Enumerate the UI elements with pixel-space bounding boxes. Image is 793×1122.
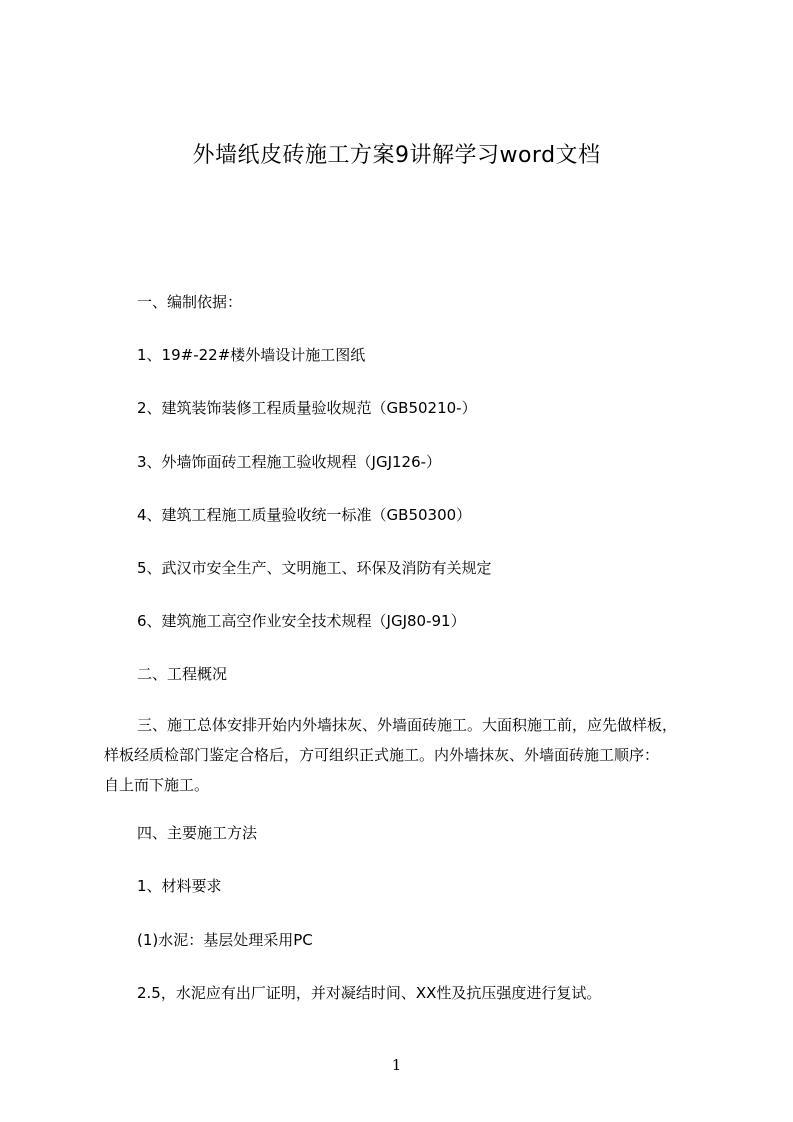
page-number: 1: [391, 1056, 402, 1074]
section-heading-methods: 四、主要施工方法: [137, 824, 258, 842]
section-heading-basis: 一、编制依据：: [137, 293, 243, 311]
basis-item: 4、建筑工程施工质量验收统一标准（GB50300）: [137, 506, 472, 524]
subsection-heading-materials: 1、材料要求: [137, 877, 222, 895]
section-three-paragraph: [104, 710, 744, 800]
paragraph-line: 样板经质检部门鉴定合格后，方可组织正式施工。内外墙抹灰、外墙面砖施工顺序：: [104, 746, 660, 764]
cement-requirement-continuation: 2.5，水泥应有出厂证明，并对凝结时间、XX性及抗压强度进行复试。: [137, 984, 602, 1002]
section-heading-overview: 二、工程概况: [137, 665, 228, 683]
basis-item: 3、外墙饰面砖工程施工验收规程（JGJ126-）: [137, 453, 442, 471]
paragraph-line: 自上而下施工。: [104, 776, 210, 794]
basis-item: 1、19#-22#楼外墙设计施工图纸: [137, 346, 366, 364]
paragraph-line: 三、施工总体安排开始内外墙抹灰、外墙面砖施工。大面积施工前，应先做样板，: [137, 716, 678, 734]
basis-item: 5、武汉市安全生产、文明施工、环保及消防有关规定: [137, 559, 492, 577]
basis-item: 2、建筑装饰装修工程质量验收规范（GB50210-）: [137, 399, 477, 417]
basis-item: 6、建筑施工高空作业安全技术规程（JGJ80-91）: [137, 612, 466, 630]
cement-requirement-line: (1)水泥：基层处理采用PC: [137, 931, 313, 949]
document-title: 外墙纸皮砖施工方案9讲解学习word文档: [192, 143, 601, 168]
